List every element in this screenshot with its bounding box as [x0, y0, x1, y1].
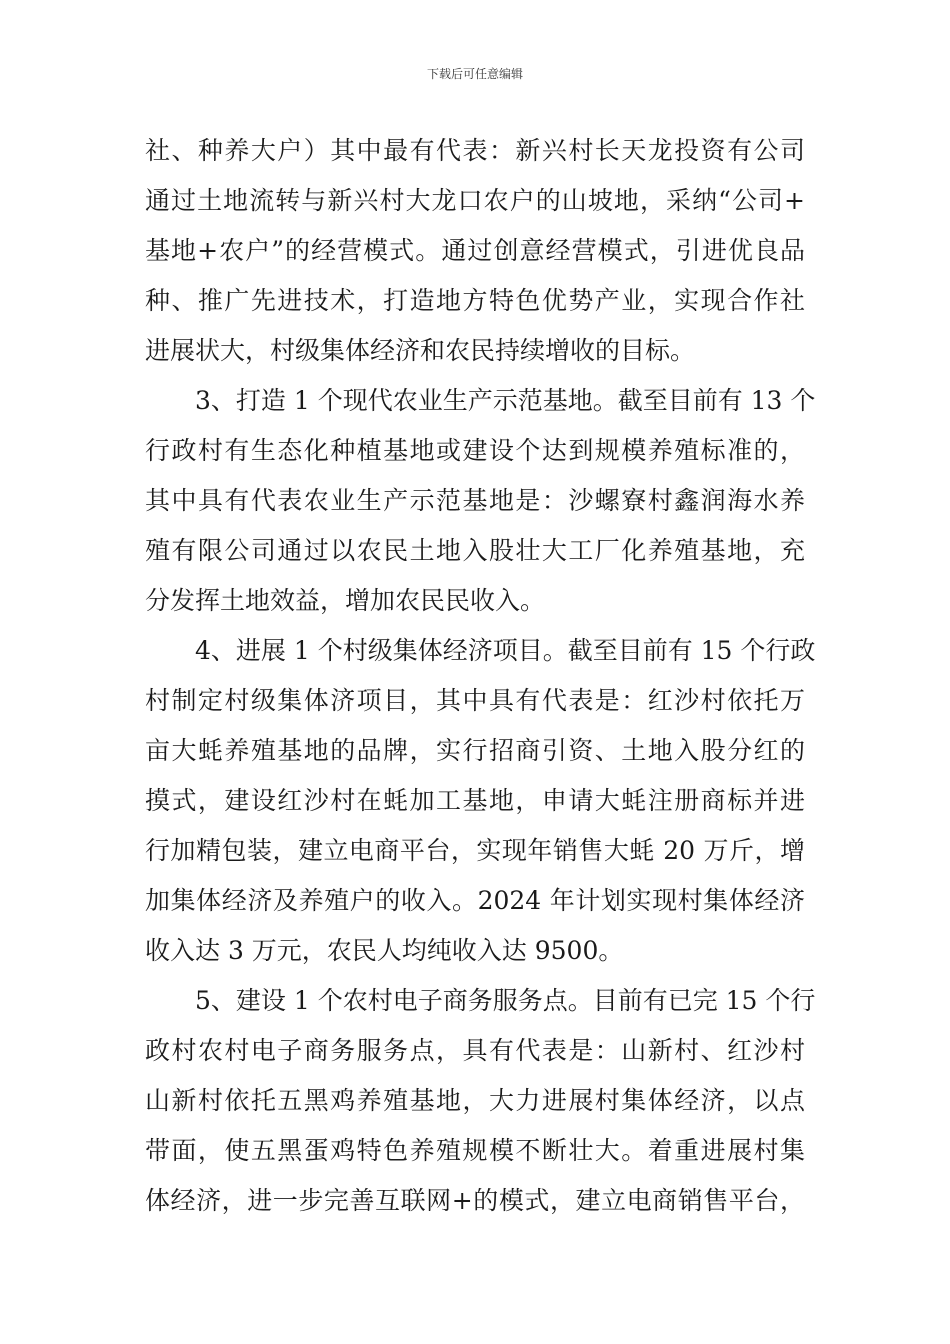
text-line: 4、进展 1 个村级集体经济项目。截至目前有 15 个行政	[195, 636, 816, 665]
text-line: 社、种养大户）其中最有代表：新兴村长天龙投资有公司	[145, 136, 805, 165]
text-line: 5、建设 1 个农村电子商务服务点。目前有已完 15 个行	[195, 986, 816, 1015]
text-line: 行加精包装，建立电商平台，实现年销售大蚝 20 万斤，增	[145, 836, 805, 865]
text-line: 殖有限公司通过以农民土地入股壮大工厂化养殖基地，充	[145, 536, 805, 565]
text-line: 行政村有生态化种植基地或建设个达到规模养殖标准的，	[145, 436, 805, 465]
text-line: 其中具有代表农业生产示范基地是：沙螺寮村鑫润海水养	[145, 486, 805, 515]
paragraph-item-5	[145, 976, 816, 1226]
text-line: 基地+农户”的经营模式。通过创意经营模式，引进优良品	[145, 236, 805, 265]
text-line: 村制定村级集体济项目，其中具有代表是：红沙村依托万	[145, 686, 805, 715]
text-line: 摸式，建设红沙村在蚝加工基地，申请大蚝注册商标并进	[145, 786, 805, 815]
text-line: 分发挥土地效益，增加农民民收入。	[145, 586, 546, 615]
paragraph-item-3	[145, 376, 816, 626]
paragraph-item-4	[145, 626, 816, 976]
document-body	[145, 126, 816, 1226]
text-line: 通过土地流转与新兴村大龙口农户的山坡地，采纳“公司+	[145, 186, 805, 215]
text-line: 3、打造 1 个现代农业生产示范基地。截至目前有 13 个	[195, 386, 816, 415]
text-line: 带面，使五黑蛋鸡特色养殖规模不断壮大。着重进展村集	[145, 1136, 805, 1165]
text-line: 亩大蚝养殖基地的品牌，实行招商引资、土地入股分红的	[145, 736, 805, 765]
text-line: 种、推广先进技术，打造地方特色优势产业，实现合作社	[145, 286, 805, 315]
page-header: 下载后可任意编辑	[426, 67, 523, 81]
paragraph-continuation	[145, 126, 805, 376]
text-line: 收入达 3 万元，农民人均纯收入达 9500。	[145, 936, 624, 965]
text-line: 进展状大，村级集体经济和农民持续增收的目标。	[145, 336, 696, 365]
text-line: 体经济，进一步完善互联网+的模式，建立电商销售平台，	[145, 1186, 805, 1215]
text-line: 加集体经济及养殖户的收入。2024 年计划实现村集体经济	[145, 886, 805, 915]
text-line: 山新村依托五黑鸡养殖基地，大力进展村集体经济，以点	[145, 1086, 805, 1115]
text-line: 政村农村电子商务服务点，具有代表是：山新村、红沙村	[145, 1036, 805, 1065]
